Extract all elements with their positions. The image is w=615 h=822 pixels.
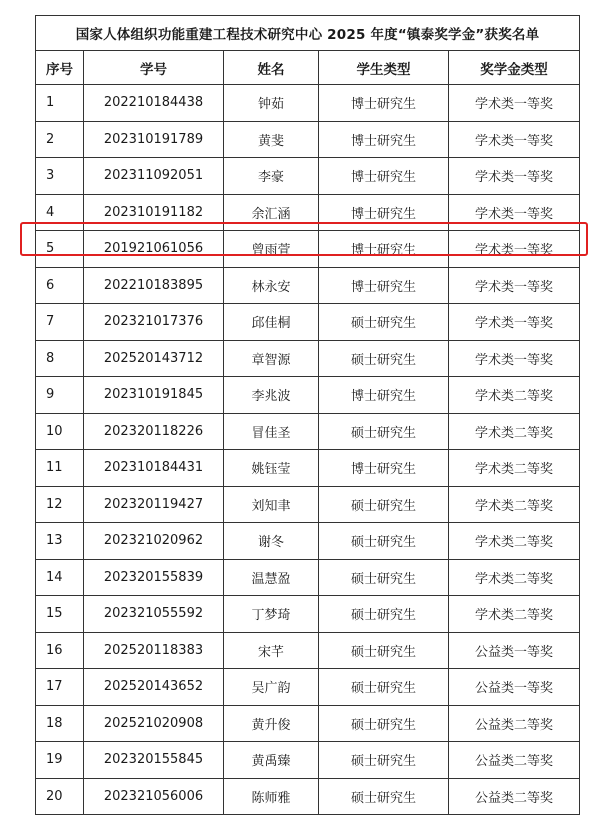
cell-student-type: 硕士研究生 [319,413,449,450]
cell-index: 18 [36,705,84,742]
cell-student-id: 201921061056 [84,231,224,268]
cell-name: 谢冬 [224,523,319,560]
table-row [36,413,580,450]
cell-name: 冒佳圣 [224,413,319,450]
cell-award-type: 学术类一等奖 [449,121,580,158]
cell-student-id: 202321055592 [84,596,224,633]
cell-name: 宋芊 [224,632,319,669]
cell-award-type: 学术类一等奖 [449,194,580,231]
header-student-id: 学号 [84,51,224,85]
cell-award-type: 学术类二等奖 [449,596,580,633]
cell-name: 姚钰莹 [224,450,319,487]
table-row [36,304,580,341]
cell-name: 李兆波 [224,377,319,414]
cell-name: 吴广韵 [224,669,319,706]
cell-student-type: 硕士研究生 [319,559,449,596]
cell-student-type: 博士研究生 [319,121,449,158]
cell-student-type: 硕士研究生 [319,705,449,742]
cell-award-type: 学术类二等奖 [449,523,580,560]
table-row [36,559,580,596]
cell-award-type: 学术类一等奖 [449,267,580,304]
cell-student-type: 博士研究生 [319,85,449,122]
cell-award-type: 学术类一等奖 [449,340,580,377]
cell-award-type: 学术类二等奖 [449,377,580,414]
cell-student-id: 202310191182 [84,194,224,231]
table-row [36,377,580,414]
cell-award-type: 学术类二等奖 [449,413,580,450]
cell-award-type: 学术类二等奖 [449,486,580,523]
table-row [36,231,580,268]
cell-index: 19 [36,742,84,779]
table-row [36,705,580,742]
cell-student-id: 202321020962 [84,523,224,560]
cell-name: 曾雨萱 [224,231,319,268]
cell-student-id: 202520143652 [84,669,224,706]
header-name: 姓名 [224,51,319,85]
table-row [36,158,580,195]
award-table [35,15,580,815]
cell-index: 14 [36,559,84,596]
cell-award-type: 学术类一等奖 [449,158,580,195]
cell-student-id: 202310191845 [84,377,224,414]
cell-name: 黄斐 [224,121,319,158]
cell-award-type: 公益类二等奖 [449,705,580,742]
cell-student-type: 硕士研究生 [319,596,449,633]
table-row [36,340,580,377]
cell-index: 13 [36,523,84,560]
cell-name: 邱佳桐 [224,304,319,341]
cell-student-type: 博士研究生 [319,231,449,268]
table-row [36,742,580,779]
cell-student-type: 硕士研究生 [319,523,449,560]
cell-student-type: 硕士研究生 [319,340,449,377]
cell-index: 7 [36,304,84,341]
cell-award-type: 公益类一等奖 [449,632,580,669]
cell-index: 6 [36,267,84,304]
cell-name: 余汇涵 [224,194,319,231]
cell-student-id: 202320155839 [84,559,224,596]
cell-award-type: 学术类二等奖 [449,450,580,487]
cell-student-id: 202321056006 [84,778,224,815]
cell-student-id: 202310191789 [84,121,224,158]
cell-name: 钟茹 [224,85,319,122]
cell-name: 章智源 [224,340,319,377]
table-row [36,778,580,815]
award-list-document [35,15,579,815]
table-row [36,194,580,231]
cell-student-id: 202210184438 [84,85,224,122]
cell-name: 刘知聿 [224,486,319,523]
table-title: 国家人体组织功能重建工程技术研究中心 2025 年度“镇泰奖学金”获奖名单 [36,16,580,51]
table-row [36,85,580,122]
cell-index: 15 [36,596,84,633]
cell-student-id: 202521020908 [84,705,224,742]
cell-student-type: 博士研究生 [319,267,449,304]
cell-student-type: 硕士研究生 [319,742,449,779]
cell-student-id: 202310184431 [84,450,224,487]
cell-student-id: 202320119427 [84,486,224,523]
cell-student-type: 硕士研究生 [319,632,449,669]
table-row [36,596,580,633]
table-row [36,450,580,487]
cell-name: 黄升俊 [224,705,319,742]
cell-student-type: 博士研究生 [319,158,449,195]
cell-award-type: 学术类二等奖 [449,559,580,596]
cell-name: 黄禹臻 [224,742,319,779]
cell-index: 17 [36,669,84,706]
header-student-type: 学生类型 [319,51,449,85]
table-row [36,121,580,158]
table-row [36,669,580,706]
cell-index: 10 [36,413,84,450]
cell-student-id: 202320155845 [84,742,224,779]
cell-name: 丁梦琦 [224,596,319,633]
cell-index: 12 [36,486,84,523]
cell-index: 16 [36,632,84,669]
cell-index: 20 [36,778,84,815]
cell-student-id: 202321017376 [84,304,224,341]
cell-index: 3 [36,158,84,195]
header-award-type: 奖学金类型 [449,51,580,85]
cell-index: 1 [36,85,84,122]
cell-award-type: 学术类一等奖 [449,304,580,341]
cell-student-id: 202520143712 [84,340,224,377]
cell-award-type: 公益类二等奖 [449,778,580,815]
table-row [36,267,580,304]
cell-student-type: 博士研究生 [319,377,449,414]
table-body [36,85,580,815]
cell-index: 9 [36,377,84,414]
header-index: 序号 [36,51,84,85]
cell-name: 林永安 [224,267,319,304]
cell-award-type: 学术类一等奖 [449,85,580,122]
table-row [36,632,580,669]
cell-student-type: 硕士研究生 [319,669,449,706]
cell-award-type: 公益类一等奖 [449,669,580,706]
table-row [36,486,580,523]
cell-name: 温慧盈 [224,559,319,596]
cell-index: 4 [36,194,84,231]
cell-student-id: 202210183895 [84,267,224,304]
table-row [36,523,580,560]
cell-student-id: 202320118226 [84,413,224,450]
cell-student-type: 硕士研究生 [319,778,449,815]
cell-index: 5 [36,231,84,268]
cell-index: 8 [36,340,84,377]
cell-student-id: 202520118383 [84,632,224,669]
cell-name: 陈师雅 [224,778,319,815]
cell-index: 2 [36,121,84,158]
cell-student-type: 硕士研究生 [319,304,449,341]
cell-student-type: 硕士研究生 [319,486,449,523]
cell-index: 11 [36,450,84,487]
cell-name: 李豪 [224,158,319,195]
header-row [36,51,580,85]
cell-award-type: 公益类二等奖 [449,742,580,779]
cell-student-type: 博士研究生 [319,450,449,487]
cell-award-type: 学术类一等奖 [449,231,580,268]
cell-student-id: 202311092051 [84,158,224,195]
cell-student-type: 博士研究生 [319,194,449,231]
